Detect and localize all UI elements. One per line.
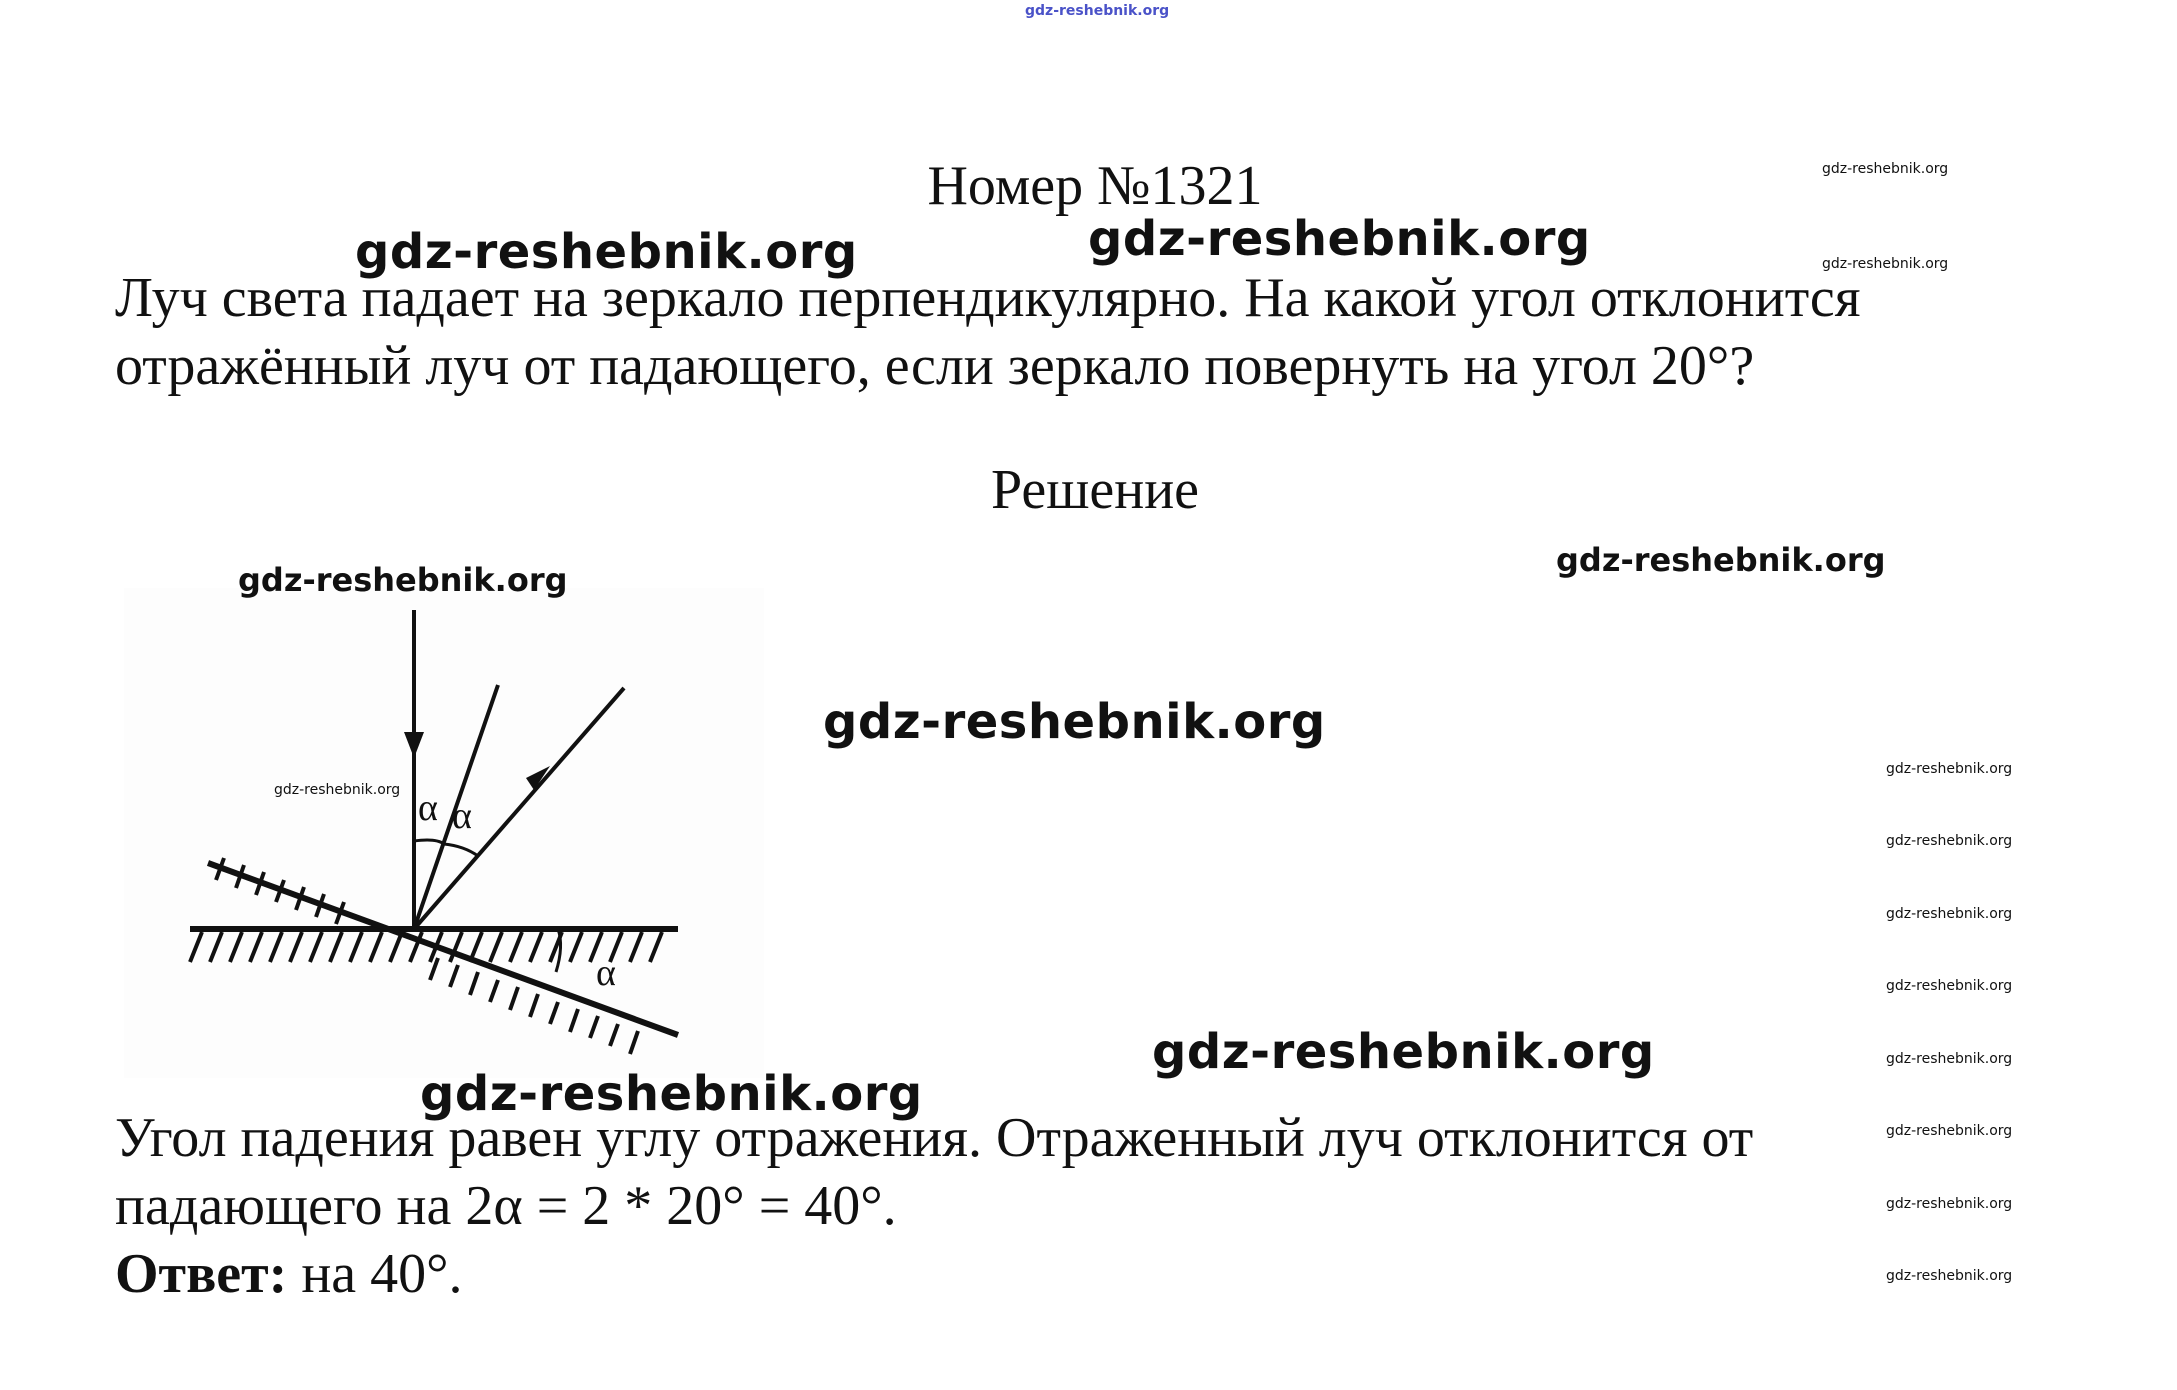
reflection-diagram bbox=[118, 580, 788, 1090]
watermark-big-left: gdz-reshebnik.org bbox=[355, 224, 858, 280]
problem-line-2: отражённый луч от падающего, если зеркало повернуть на угол 20°? bbox=[115, 335, 1755, 397]
angle-label-2: α bbox=[452, 795, 472, 837]
watermark-figure-top: gdz-reshebnik.org bbox=[238, 561, 568, 599]
watermark-column-2: gdz-reshebnik.org bbox=[1886, 833, 2013, 849]
solution-heading: Решение bbox=[990, 459, 1200, 521]
watermark-column-1: gdz-reshebnik.org bbox=[1886, 761, 2013, 777]
watermark-big-lower-left: gdz-reshebnik.org bbox=[420, 1066, 923, 1122]
watermark-top[interactable]: gdz-reshebnik.org bbox=[1025, 3, 1170, 19]
watermark-figure-small: gdz-reshebnik.org bbox=[274, 782, 401, 798]
watermark-big-lower-right: gdz-reshebnik.org bbox=[1152, 1024, 1655, 1080]
watermark-column-8: gdz-reshebnik.org bbox=[1886, 1268, 2013, 1284]
watermark-title-right: gdz-reshebnik.org bbox=[1822, 161, 1949, 177]
problem-line-1: Луч света падает на зеркало перпендикулярно. На какой угол отклонится bbox=[115, 267, 1861, 329]
watermark-big-center: gdz-reshebnik.org bbox=[1088, 211, 1591, 267]
page-title: Номер №1321 bbox=[927, 155, 1263, 217]
watermark-column-4: gdz-reshebnik.org bbox=[1886, 978, 2013, 994]
solution-line-2: падающего на 2α = 2 * 20° = 40°. bbox=[115, 1175, 897, 1237]
watermark-big-middle: gdz-reshebnik.org bbox=[823, 694, 1326, 750]
watermark-column-6: gdz-reshebnik.org bbox=[1886, 1123, 2013, 1139]
watermark-column-7: gdz-reshebnik.org bbox=[1886, 1196, 2013, 1212]
angle-label-1: α bbox=[418, 787, 438, 829]
angle-label-3: α bbox=[596, 952, 616, 994]
watermark-solution-right: gdz-reshebnik.org bbox=[1556, 541, 1886, 579]
reflection-diagram-svg bbox=[118, 580, 788, 1090]
watermark-under-title-right: gdz-reshebnik.org bbox=[1822, 256, 1949, 272]
answer-value: на 40°. bbox=[287, 1243, 463, 1305]
watermark-column-5: gdz-reshebnik.org bbox=[1886, 1051, 2013, 1067]
answer-line bbox=[115, 1240, 463, 1308]
watermark-column-3: gdz-reshebnik.org bbox=[1886, 906, 2013, 922]
solution-line-1: Угол падения равен углу отражения. Отраженный луч отклонится от bbox=[115, 1107, 1754, 1169]
answer-label: Ответ: bbox=[115, 1243, 288, 1305]
